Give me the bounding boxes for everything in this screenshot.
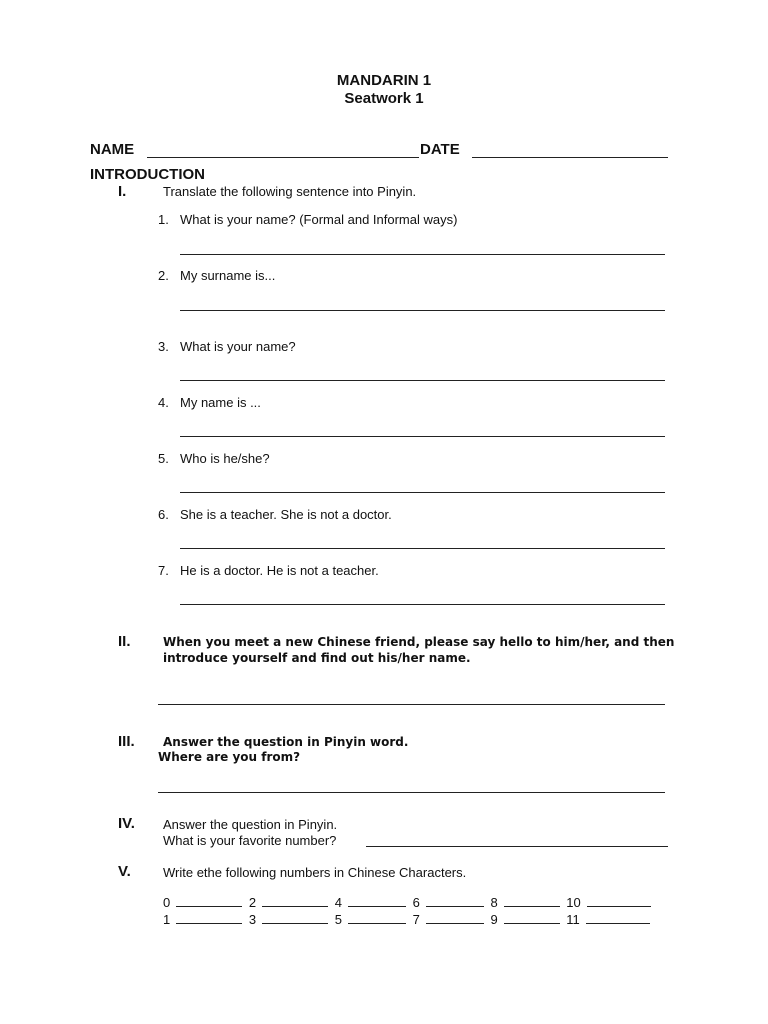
number-label: 0 xyxy=(163,895,171,910)
part-4-instruction: Answer the question in Pinyin. xyxy=(163,817,338,832)
item-6-number: 6. xyxy=(158,507,169,522)
item-5-text: Who is he/she? xyxy=(180,451,270,466)
item-1-text: What is your name? (Formal and Informal ways) xyxy=(180,212,458,227)
number-answer-blank[interactable] xyxy=(504,913,560,924)
number-answer-blank[interactable] xyxy=(426,913,484,924)
part-2-instruction-line-1: When you meet a new Chinese friend, please say hello to him/her, and then xyxy=(163,635,675,649)
number-answer-blank[interactable] xyxy=(176,896,242,907)
numbers-row-1 xyxy=(163,895,654,910)
part-5-instruction: Write ethe following numbers in Chinese Characters. xyxy=(163,865,467,880)
item-2-number: 2. xyxy=(158,268,169,283)
item-4-answer-line[interactable] xyxy=(180,436,665,437)
item-2-text: My surname is... xyxy=(180,268,276,283)
number-label: 8 xyxy=(490,895,498,910)
number-answer-blank[interactable] xyxy=(586,913,650,924)
number-label: 5 xyxy=(334,912,342,927)
number-label: 6 xyxy=(412,895,420,910)
item-1-number: 1. xyxy=(158,212,169,227)
item-1-answer-line[interactable] xyxy=(180,254,665,255)
date-field[interactable] xyxy=(472,157,668,158)
number-label: 1 xyxy=(163,912,171,927)
seatwork-title: Seatwork 1 xyxy=(344,90,424,107)
item-2-answer-line[interactable] xyxy=(180,310,665,311)
part-4-question: What is your favorite number? xyxy=(163,833,337,848)
number-answer-blank[interactable] xyxy=(587,896,651,907)
number-answer-blank[interactable] xyxy=(426,896,484,907)
name-field[interactable] xyxy=(147,157,419,158)
numbers-row-2 xyxy=(163,912,653,927)
part-2-instruction-line-2: introduce yourself and find out his/her name. xyxy=(163,651,471,665)
item-5-answer-line[interactable] xyxy=(180,492,665,493)
part-4-answer-line[interactable] xyxy=(366,846,668,847)
number-label: 4 xyxy=(334,895,342,910)
number-label: 7 xyxy=(412,912,420,927)
part-2-answer-line[interactable] xyxy=(158,704,665,705)
item-5-number: 5. xyxy=(158,451,169,466)
item-3-number: 3. xyxy=(158,339,169,354)
item-7-number: 7. xyxy=(158,563,169,578)
item-4-text: My name is ... xyxy=(180,395,261,410)
item-3-text: What is your name? xyxy=(180,339,296,354)
item-6-answer-line[interactable] xyxy=(180,548,665,549)
part-5-numeral: V. xyxy=(118,863,131,880)
part-3-question: Where are you from? xyxy=(158,750,301,764)
date-label: DATE xyxy=(420,141,460,158)
part-1-instruction: Translate the following sentence into Pinyin. xyxy=(163,184,417,199)
number-label: 11 xyxy=(566,912,580,927)
part-4-numeral: IV. xyxy=(118,815,135,832)
number-label: 10 xyxy=(566,895,581,910)
part-2-numeral: II. xyxy=(118,633,131,650)
section-heading: INTRODUCTION xyxy=(90,166,205,183)
item-4-number: 4. xyxy=(158,395,169,410)
item-7-answer-line[interactable] xyxy=(180,604,665,605)
part-3-answer-line[interactable] xyxy=(158,792,665,793)
number-answer-blank[interactable] xyxy=(176,913,242,924)
number-answer-blank[interactable] xyxy=(348,913,406,924)
item-6-text: She is a teacher. She is not a doctor. xyxy=(180,507,392,522)
item-7-text: He is a doctor. He is not a teacher. xyxy=(180,563,379,578)
part-3-numeral: III. xyxy=(118,733,135,750)
number-answer-blank[interactable] xyxy=(504,896,560,907)
number-label: 9 xyxy=(490,912,498,927)
number-answer-blank[interactable] xyxy=(262,913,328,924)
number-label: 2 xyxy=(248,895,257,910)
number-answer-blank[interactable] xyxy=(262,896,328,907)
name-label: NAME xyxy=(90,141,135,158)
part-3-instruction: Answer the question in Pinyin word. xyxy=(163,735,409,749)
item-3-answer-line[interactable] xyxy=(180,380,665,381)
number-answer-blank[interactable] xyxy=(348,896,406,907)
part-1-numeral: I. xyxy=(118,183,127,200)
course-title: MANDARIN 1 xyxy=(336,72,432,89)
number-label: 3 xyxy=(248,912,257,927)
